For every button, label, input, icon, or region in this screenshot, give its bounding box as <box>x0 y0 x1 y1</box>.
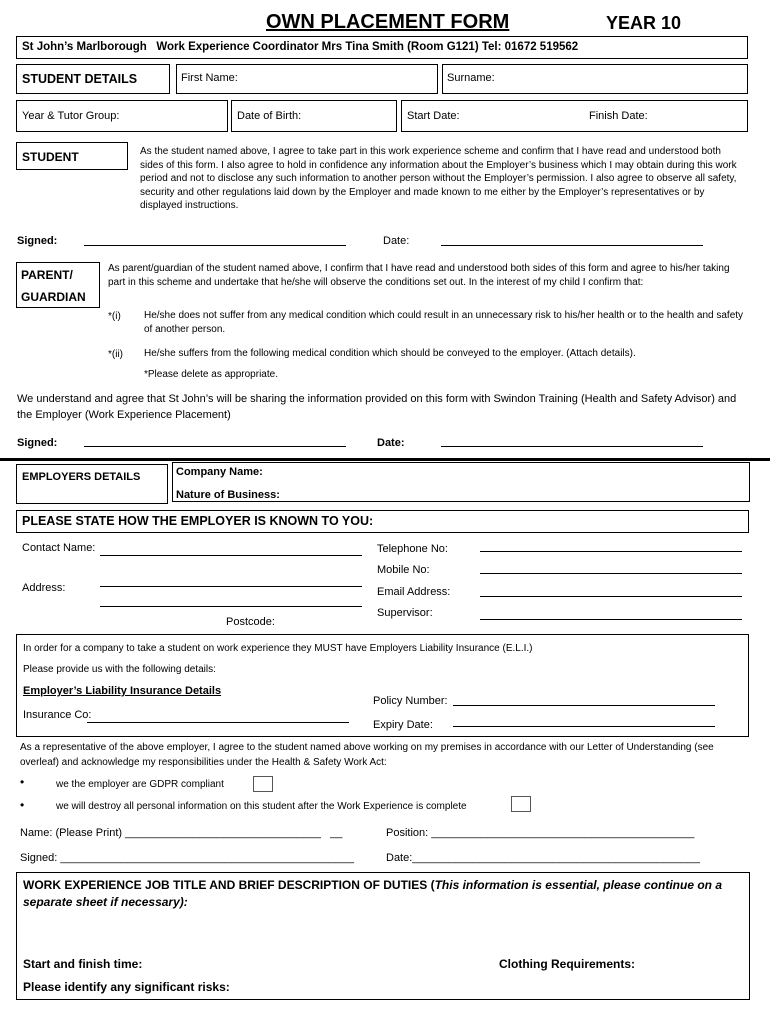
address-label: Address: <box>22 582 66 594</box>
company-box-divider <box>172 483 750 484</box>
year-tutor-field[interactable] <box>16 100 228 132</box>
insurance-intro: In order for a company to take a student on work experience they MUST have Employers Liability Insurance (E.L.I.) <box>23 643 533 654</box>
option-i-text: He/she does not suffer from any medical condition which could result in an unnecessary risk to his/her health or to the health and safety of another person. <box>144 310 744 335</box>
school-info-box <box>16 36 748 59</box>
employers-details-label-box <box>16 464 168 504</box>
parent-date-line[interactable] <box>441 446 703 447</box>
gdpr-compliant-text: we the employer are GDPR compliant <box>56 779 224 790</box>
telephone-line[interactable] <box>480 551 742 552</box>
nature-business-label: Nature of Business: <box>176 489 280 501</box>
finish-date-label: Finish Date: <box>589 110 648 122</box>
policy-number-label: Policy Number: <box>373 695 448 707</box>
form-title: OWN PLACEMENT FORM <box>266 11 510 33</box>
supervisor-line[interactable] <box>480 619 742 620</box>
mobile-label: Mobile No: <box>377 564 430 576</box>
parent-signature-line[interactable] <box>84 446 346 447</box>
student-label: STUDENT <box>22 150 79 164</box>
first-name-label: First Name: <box>181 72 238 84</box>
insurance-co-label: Insurance Co: <box>23 709 92 721</box>
postcode-label: Postcode: <box>226 616 275 628</box>
policy-number-line[interactable] <box>453 705 715 706</box>
address-line-2[interactable] <box>100 606 362 607</box>
student-date-label: Date: <box>383 235 410 247</box>
job-description-box[interactable] <box>16 872 750 1000</box>
year-tutor-label: Year & Tutor Group: <box>22 110 120 122</box>
parent-signed-label: Signed: <box>17 437 58 449</box>
gdpr-compliant-checkbox[interactable] <box>253 776 273 792</box>
destroy-info-text: we will destroy all personal information on this student after the Work Experience is complete <box>56 801 467 812</box>
delete-note: *Please delete as appropriate. <box>144 369 278 380</box>
job-description-heading <box>23 877 741 911</box>
employer-signed[interactable]: Signed: ________________________________________________ <box>20 852 355 864</box>
insurance-co-line[interactable] <box>87 722 349 723</box>
start-finish-date-field[interactable] <box>401 100 748 132</box>
parent-label-box <box>16 262 100 308</box>
insurance-heading: Employer’s Liability Insurance Details <box>23 685 222 697</box>
student-agreement-text: As the student named above, I agree to take part in this work experience scheme and confirm that I have read and understood both sides of this form. I also agree to hold in confidence any information about the Employer’s business which I may obtain during this work period and not to disclose any such information to another person without the Employer’s permission. I also agree to observe all safety, security and other regulations laid down by the Employer and made known to me either by the Employer’s representatives or by displayed instructions. <box>140 146 737 211</box>
option-ii-marker: *(ii) <box>108 349 123 360</box>
student-signature-line[interactable] <box>84 245 346 246</box>
employer-date[interactable]: Date:_______________________________________________ <box>386 852 700 864</box>
student-date-line[interactable] <box>441 245 703 246</box>
first-name-field[interactable] <box>176 64 438 94</box>
employer-agreement-text: As a representative of the above employer, I agree to the student named above working on my premises in accordance with our Letter of Understanding (see overleaf) and acknowledge my responsibilities under the Health & Safety Work Act: <box>20 742 714 768</box>
bullet-2-icon: • <box>20 798 25 812</box>
employers-details-label: EMPLOYERS DETAILS <box>22 471 141 483</box>
destroy-info-checkbox[interactable] <box>511 796 531 812</box>
expiry-date-label: Expiry Date: <box>373 719 433 731</box>
school-info-line: St John’s Marlborough Work Experience Coordinator Mrs Tina Smith (Room G121) Tel: 01672 519562 <box>22 41 579 53</box>
year-label: YEAR 10 <box>606 13 682 33</box>
employer-known-heading: PLEASE STATE HOW THE EMPLOYER IS KNOWN TO YOU: <box>22 514 374 528</box>
significant-risks-label: Please identify any significant risks: <box>23 980 230 994</box>
parent-agreement-text: As parent/guardian of the student named above, I confirm that I have read and understood both sides of this form and agree to his/her taking part in this scheme and undertake that he/she will observe the conditions set out. In the interest of my child I confirm that: <box>108 263 730 288</box>
option-ii-text: He/she suffers from the following medical condition which should be conveyed to the employer. (Attach details). <box>144 348 636 359</box>
surname-field[interactable] <box>442 64 748 94</box>
job-heading-main: WORK EXPERIENCE JOB TITLE AND BRIEF DESCRIPTION OF DUTIES ( <box>23 878 435 892</box>
supervisor-label: Supervisor: <box>377 607 433 619</box>
company-details-box[interactable] <box>172 462 750 502</box>
clothing-requirements-label: Clothing Requirements: <box>499 957 636 971</box>
student-label-box <box>16 142 128 170</box>
employer-name-print[interactable]: Name: (Please Print) ________________________________ __ <box>20 827 343 839</box>
section-divider <box>0 458 770 461</box>
email-line[interactable] <box>480 596 742 597</box>
surname-label: Surname: <box>447 72 495 84</box>
dob-field[interactable] <box>231 100 397 132</box>
contact-name-label: Contact Name: <box>22 542 96 554</box>
employer-position[interactable]: Position: ___________________________________________ <box>386 827 695 839</box>
dob-label: Date of Birth: <box>237 110 302 122</box>
parent-date-label: Date: <box>377 437 405 449</box>
insurance-box <box>16 634 749 737</box>
start-finish-time-label: Start and finish time: <box>23 957 143 971</box>
mobile-line[interactable] <box>480 573 742 574</box>
email-label: Email Address: <box>377 586 451 598</box>
expiry-date-line[interactable] <box>453 726 715 727</box>
guardian-label: GUARDIAN <box>21 290 86 304</box>
student-details-label: STUDENT DETAILS <box>22 72 138 86</box>
employer-known-heading-box <box>16 510 749 533</box>
sharing-agreement-text: We understand and agree that St John’s will be sharing the information provided on this form with Swindon Training (Health and Safety Advisor) and the Employer (Work Experience Placement) <box>17 393 737 421</box>
start-date-label: Start Date: <box>407 110 460 122</box>
bullet-1-icon: • <box>20 775 25 789</box>
contact-name-line[interactable] <box>100 555 362 556</box>
company-name-label: Company Name: <box>176 466 263 478</box>
student-details-label-box <box>16 64 170 94</box>
option-i-marker: *(i) <box>108 311 121 322</box>
job-heading-italic: This information is essential, please continue on a separate sheet if necessary): <box>23 878 722 909</box>
insurance-provide-text: Please provide us with the following details: <box>23 664 216 675</box>
parent-label: PARENT/ <box>21 268 73 282</box>
address-line-1[interactable] <box>100 586 362 587</box>
student-signed-label: Signed: <box>17 235 58 247</box>
telephone-label: Telephone No: <box>377 543 448 555</box>
